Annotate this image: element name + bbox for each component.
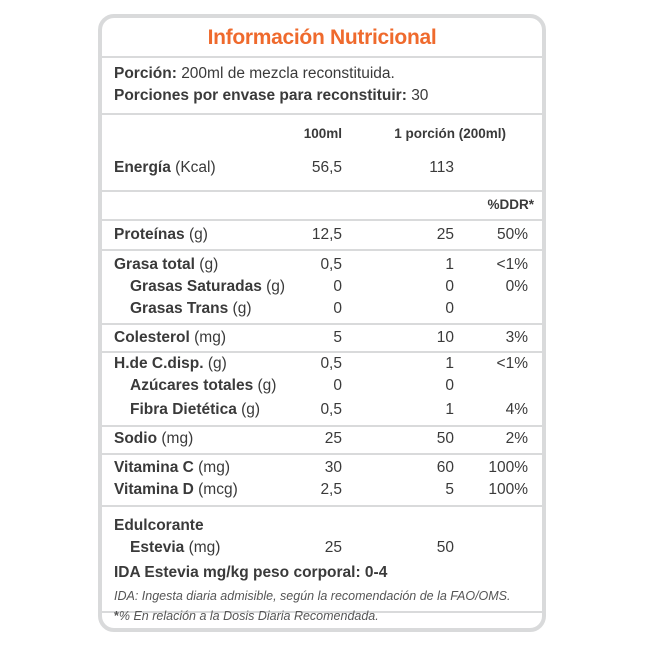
column-header-portion: 1 porción (200ml) [394, 126, 506, 141]
serving-label: Porción: [114, 65, 177, 82]
value-100ml: 5 [333, 329, 342, 346]
row-label: Vitamina D (mcg) [114, 481, 238, 498]
row-label: Vitamina C (mg) [114, 459, 230, 476]
serving-value: 200ml de mezcla reconstituida. [181, 65, 395, 82]
cholesterol-section [102, 325, 542, 353]
row-label: Sodio (mg) [114, 430, 194, 447]
value-ddr: <1% [496, 256, 528, 273]
total-fat-row [102, 254, 542, 276]
row-label: Estevia (mg) [130, 539, 221, 556]
ida-line: IDA Estevia mg/kg peso corporal: 0-4 [114, 564, 388, 581]
row-label: Colesterol (mg) [114, 329, 226, 346]
value-portion: 0 [445, 300, 454, 317]
value-ddr: 100% [488, 481, 528, 498]
cholesterol-row [102, 327, 542, 349]
saturated-fat-row [102, 276, 542, 298]
energy-section [102, 115, 542, 192]
serving-section [102, 58, 542, 115]
nutrition-facts-panel [98, 14, 546, 632]
footnote-text: % En relación a la Dosis Diaria Recomendada. [118, 609, 379, 623]
value-portion: 113 [429, 159, 454, 176]
dietary-fiber-row [102, 399, 542, 421]
servings-label: Porciones por envase para reconstituir: [114, 87, 407, 104]
trans-fat-row [102, 298, 542, 320]
column-header-row [102, 123, 542, 145]
carbohydrate-section [102, 353, 542, 427]
vitamin-d-row [102, 479, 542, 501]
vitamins-section [102, 455, 542, 507]
column-header-100ml: 100ml [303, 126, 342, 141]
row-label: H.de C.disp. (g) [114, 355, 227, 372]
sodium-row [102, 428, 542, 450]
sodium-section [102, 427, 542, 455]
value-100ml: 30 [324, 459, 342, 476]
value-100ml: 12,5 [311, 226, 342, 243]
energy-row [102, 157, 542, 179]
value-portion: 0 [445, 278, 454, 295]
total-sugars-row [102, 375, 542, 397]
protein-row [102, 224, 542, 246]
value-portion: 50 [436, 430, 454, 447]
value-portion: 10 [436, 329, 454, 346]
value-100ml: 0,5 [320, 256, 342, 273]
row-label: Azúcares totales (g) [130, 377, 277, 394]
value-portion: 60 [436, 459, 454, 476]
value-100ml: 0 [333, 278, 342, 295]
value-ddr: 4% [505, 401, 528, 418]
value-100ml: 0,5 [320, 401, 342, 418]
value-portion: 50 [436, 539, 454, 556]
row-label: Energía (Kcal) [114, 159, 216, 176]
row-label: Fibra Dietética (g) [130, 401, 261, 418]
fat-section [102, 251, 542, 325]
value-ddr: 100% [488, 459, 528, 476]
servings-per-container-line [114, 85, 428, 107]
value-ddr: 2% [505, 430, 528, 447]
value-100ml: 25 [324, 539, 342, 556]
value-portion: 25 [436, 226, 454, 243]
serving-line [114, 63, 395, 85]
value-portion: 1 [445, 355, 454, 372]
protein-section [102, 221, 542, 251]
ddr-header-row [102, 194, 542, 216]
value-ddr: 50% [496, 226, 528, 243]
panel-title: Información Nutricional [102, 18, 542, 58]
servings-value: 30 [411, 87, 429, 104]
vitamin-c-row [102, 457, 542, 479]
carbohydrate-row [102, 353, 542, 375]
column-header-ddr: %DDR* [487, 197, 534, 212]
ida-note: IDA: Ingesta diaria admisible, según la recomendación de la FAO/OMS. [114, 589, 511, 603]
row-label: Grasa total (g) [114, 256, 219, 273]
stevia-row [102, 537, 542, 559]
value-100ml: 0 [333, 300, 342, 317]
footnote-marker: * [114, 609, 119, 623]
value-100ml: 2,5 [320, 481, 342, 498]
value-ddr: <1% [496, 355, 528, 372]
value-portion: 1 [445, 401, 454, 418]
value-portion: 0 [445, 377, 454, 394]
value-100ml: 0,5 [320, 355, 342, 372]
ddr-header-section [102, 192, 542, 221]
value-portion: 1 [445, 256, 454, 273]
value-100ml: 25 [324, 430, 342, 447]
value-ddr: 0% [505, 278, 528, 295]
value-portion: 5 [445, 481, 454, 498]
footnote [114, 609, 379, 623]
value-ddr: 3% [505, 329, 528, 346]
row-label: Grasas Trans (g) [130, 300, 252, 317]
row-label: Grasas Saturadas (g) [130, 278, 286, 295]
value-100ml: 0 [333, 377, 342, 394]
row-label: Proteínas (g) [114, 226, 208, 243]
value-100ml: 56,5 [311, 159, 342, 176]
sweetener-section [102, 507, 542, 613]
sweetener-heading: Edulcorante [114, 517, 204, 534]
